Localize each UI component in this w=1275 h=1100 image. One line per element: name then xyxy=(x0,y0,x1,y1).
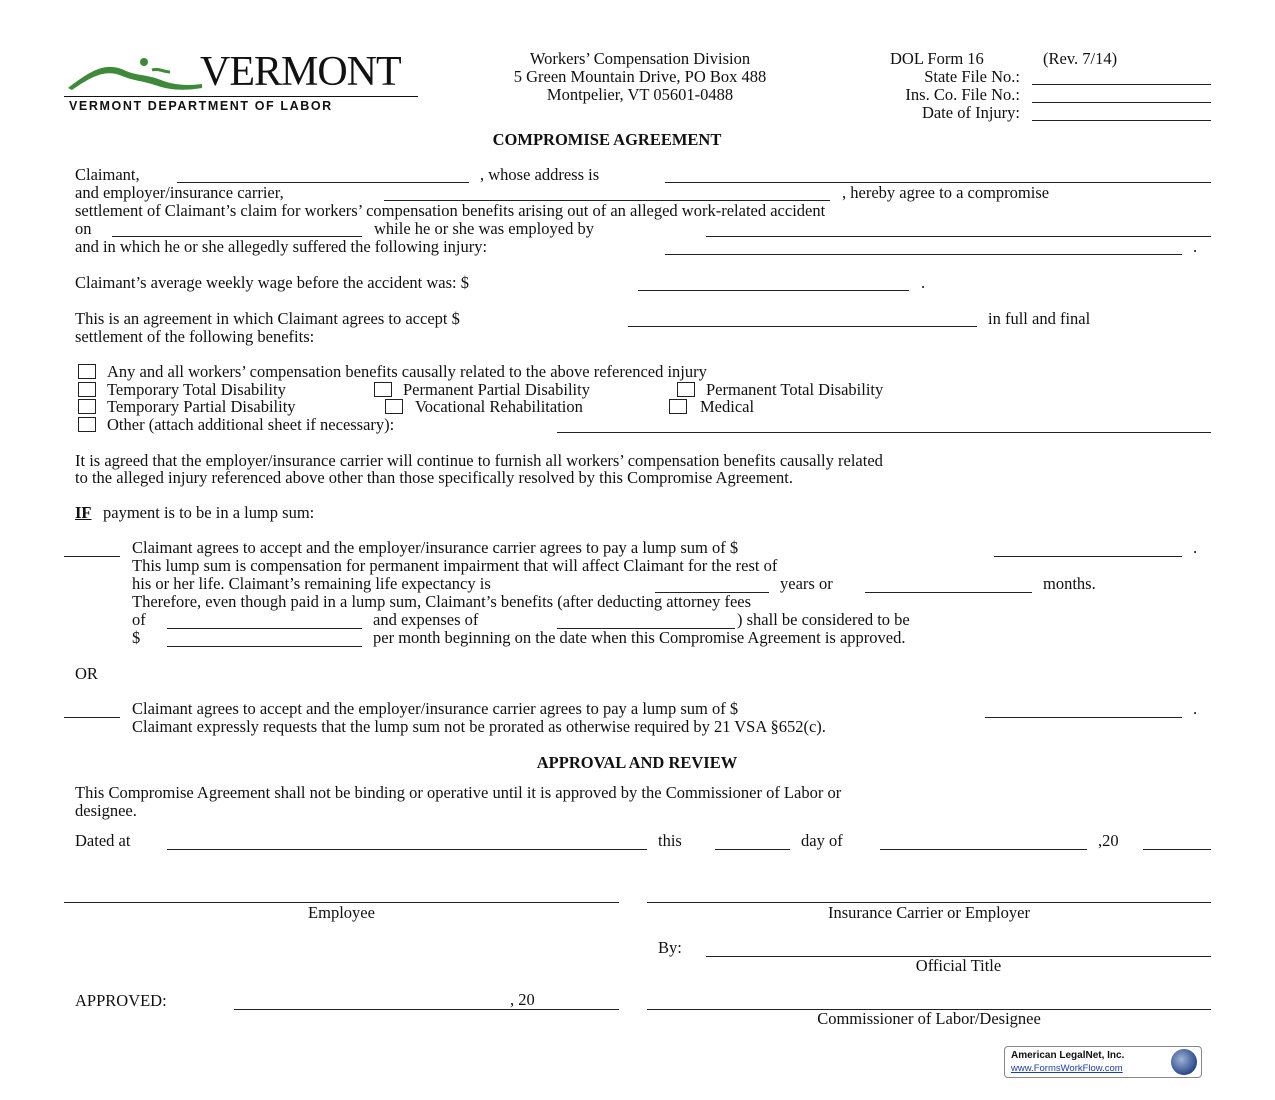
other-checkbox[interactable] xyxy=(78,417,96,432)
ttd-checkbox[interactable] xyxy=(78,382,96,397)
badge-url[interactable]: www.FormsWorkFlow.com xyxy=(1011,1063,1123,1074)
on-label: on xyxy=(75,219,92,238)
approval-line-2: designee. xyxy=(75,801,137,820)
vocational-label: Vocational Rehabilitation xyxy=(415,397,583,416)
official-title-label: Official Title xyxy=(915,956,1002,975)
years-label: years or xyxy=(780,574,833,593)
dollar-sign: $ xyxy=(132,628,141,647)
ppd-checkbox[interactable] xyxy=(374,382,392,397)
whose-address-label: , whose address is xyxy=(480,165,600,184)
or-label: OR xyxy=(75,664,98,683)
wage-label: Claimant’s average weekly wage before the accident was: $ xyxy=(75,273,469,292)
settlement-text: settlement of Claimant’s claim for workers’ compensation benefits arising out of an alleged work-related accident xyxy=(75,201,826,220)
vocational-checkbox[interactable] xyxy=(385,399,403,414)
employed-by-field[interactable] xyxy=(706,236,1211,237)
ins-file-label: Ins. Co. File No.: xyxy=(905,85,1020,104)
months-label: months. xyxy=(1043,574,1096,593)
option-1-period: . xyxy=(1193,538,1198,557)
badge-company: American LegalNet, Inc. xyxy=(1011,1050,1125,1061)
full-final-text: in full and final xyxy=(988,309,1091,328)
of-label: of xyxy=(132,610,146,629)
accept-label: This is an agreement in which Claimant agrees to accept $ xyxy=(75,309,460,328)
option-1-line-1: Claimant agrees to accept and the employer/insurance carrier agrees to pay a lump sum of $ xyxy=(132,538,739,557)
employer-label: and employer/insurance carrier, xyxy=(75,183,284,202)
per-month-text: per month beginning on the date when this Compromise Agreement is approved. xyxy=(373,628,906,647)
shall-be-label: ) shall be considered to be xyxy=(737,610,910,629)
if-label: IF xyxy=(75,503,92,522)
carrier-label: Insurance Carrier or Employer xyxy=(827,903,1031,922)
tpd-label: Temporary Partial Disability xyxy=(107,397,296,416)
all-benefits-label: Any and all workers’ compensation benefits causally related to the above referenced injury xyxy=(107,362,707,381)
approval-title: APPROVAL AND REVIEW xyxy=(536,753,738,772)
wage-period: . xyxy=(921,273,926,292)
claimant-label: Claimant, xyxy=(75,165,140,184)
option-1-initial-field[interactable] xyxy=(64,556,120,557)
option-2-line-2: Claimant expressly requests that the lump sum not be prorated as otherwise required by 21 VSA §652(c). xyxy=(132,717,826,736)
day-field[interactable] xyxy=(715,849,790,850)
attorney-fees-field[interactable] xyxy=(167,628,362,629)
injury-date-field[interactable] xyxy=(1032,120,1211,121)
address-line-2: Montpelier, VT 05601-0488 xyxy=(546,85,734,104)
tpd-checkbox[interactable] xyxy=(78,399,96,414)
globe-icon xyxy=(1171,1049,1197,1075)
all-benefits-checkbox[interactable] xyxy=(78,364,96,379)
commissioner-label: Commissioner of Labor/Designee xyxy=(817,1009,1041,1028)
page-title: COMPROMISE AGREEMENT xyxy=(492,130,722,149)
this-label: this xyxy=(658,831,682,850)
legalnet-badge[interactable] xyxy=(1004,1046,1202,1078)
ins-file-field[interactable] xyxy=(1032,102,1211,103)
other-label: Other (attach additional sheet if necessary): xyxy=(107,415,395,434)
form-revision: (Rev. 7/14) xyxy=(1043,49,1118,68)
option-1-lump-sum-field[interactable] xyxy=(994,556,1182,557)
option-2-lump-sum-field[interactable] xyxy=(985,717,1182,718)
logo-wordmark: VERMONT xyxy=(200,49,401,95)
injury-period: . xyxy=(1193,237,1198,256)
medical-label: Medical xyxy=(700,397,755,416)
day-of-label: day of xyxy=(801,831,843,850)
employee-label: Employee xyxy=(308,903,375,922)
by-label: By: xyxy=(658,938,682,957)
medical-checkbox[interactable] xyxy=(669,399,687,414)
dated-at-label: Dated at xyxy=(75,831,131,850)
logo-department-name: VERMONT DEPARTMENT OF LABOR xyxy=(69,99,333,113)
ptd-checkbox[interactable] xyxy=(677,382,695,397)
settlement-benefits-text: settlement of the following benefits: xyxy=(75,327,315,346)
approved-label: APPROVED: xyxy=(75,991,167,1010)
mountain-logo-icon xyxy=(66,50,206,98)
ppd-label: Permanent Partial Disability xyxy=(403,380,590,399)
accept-amount-field[interactable] xyxy=(628,326,977,327)
employed-by-label: while he or she was employed by xyxy=(374,219,594,238)
continue-line-1: It is agreed that the employer/insurance carrier will continue to furnish all workers’ compensation benefits causally related xyxy=(75,451,883,470)
month-field[interactable] xyxy=(880,849,1087,850)
injury-label: and in which he or she allegedly suffered the following injury: xyxy=(75,237,488,256)
ptd-label: Permanent Total Disability xyxy=(706,380,884,399)
dated-at-field[interactable] xyxy=(167,849,647,850)
address-line-1: 5 Green Mountain Drive, PO Box 488 xyxy=(513,67,767,86)
continue-line-2: to the alleged injury referenced above other than those specifically resolved by this Compromise Agreement. xyxy=(75,468,793,487)
ttd-label: Temporary Total Disability xyxy=(107,380,286,399)
option-2-line-1: Claimant agrees to accept and the employer/insurance carrier agrees to pay a lump sum of $ xyxy=(132,699,739,718)
option-1-line-2: This lump sum is compensation for permanent impairment that will affect Claimant for the rest of xyxy=(132,556,778,575)
option-2-initial-field[interactable] xyxy=(64,717,120,718)
state-file-field[interactable] xyxy=(1032,84,1211,85)
option-2-period: . xyxy=(1193,699,1198,718)
injury-field[interactable] xyxy=(665,254,1182,255)
logo-divider xyxy=(64,96,418,97)
year-field[interactable] xyxy=(1143,849,1211,850)
wage-field[interactable] xyxy=(638,290,909,291)
monthly-amount-field[interactable] xyxy=(167,646,362,647)
life-expectancy-months-field[interactable] xyxy=(865,592,1032,593)
approved-year-prefix: , 20 xyxy=(510,990,535,1009)
option-1-line-3: his or her life. Claimant’s remaining life expectancy is xyxy=(132,574,491,593)
other-field[interactable] xyxy=(557,432,1211,433)
expenses-label: and expenses of xyxy=(373,610,479,629)
approved-date-field[interactable] xyxy=(234,1009,619,1010)
year-prefix: ,20 xyxy=(1098,831,1119,850)
hereby-text: , hereby agree to a compromise xyxy=(842,183,1050,202)
form-id: DOL Form 16 xyxy=(890,49,984,68)
option-1-line-4: Therefore, even though paid in a lump sum, Claimant’s benefits (after deducting attorney fees xyxy=(132,592,752,611)
state-file-label: State File No.: xyxy=(924,67,1020,86)
approval-line-1: This Compromise Agreement shall not be binding or operative until it is approved by the Commissioner of Labor or xyxy=(75,783,842,802)
injury-date-label: Date of Injury: xyxy=(921,103,1020,122)
lump-sum-intro: payment is to be in a lump sum: xyxy=(103,503,315,522)
division-name: Workers’ Compensation Division xyxy=(529,49,751,68)
